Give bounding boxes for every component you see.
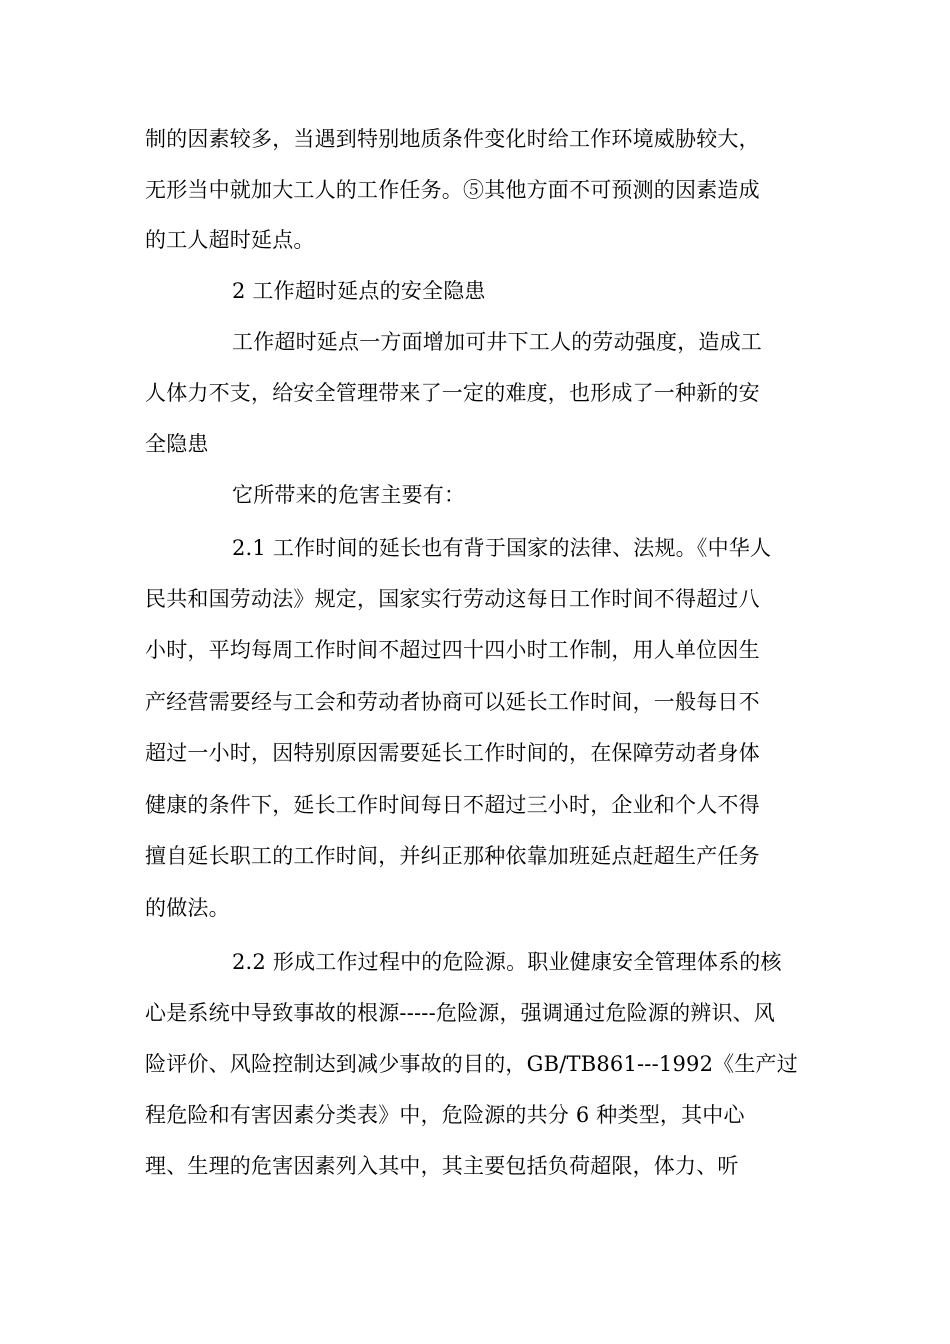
text-line: 制的因素较多，当遇到特别地质条件变化时给工作环境威胁较大， — [145, 127, 760, 151]
text-line: 产经营需要经与工会和劳动者协商可以延长工作时间，一般每日不 — [145, 690, 760, 714]
text-line: 全隐患 — [145, 432, 209, 456]
text-line: 民共和国劳动法》规定，国家实行劳动这每日工作时间不得超过八 — [145, 587, 760, 611]
text-line: 的做法。 — [145, 896, 230, 920]
text-line: 无形当中就加大工人的工作任务。⑤其他方面不可预测的因素造成 — [145, 178, 760, 202]
text-line: 心是系统中导致事故的根源-----危险源，强调通过危险源的辨识、风 — [145, 1001, 776, 1025]
text-line: 程危险和有害因素分类表》中，危险源的共分 6 种类型，其中心 — [145, 1103, 745, 1127]
text-line: 的工人超时延点。 — [145, 228, 315, 252]
subsection-line: 2.1 工作时间的延长也有背于国家的法律、法规。《中华人 — [232, 536, 772, 560]
text-line: 擅自延长职工的工作时间，并纠正那种依靠加班延点赶超生产任务 — [145, 844, 760, 868]
text-line: 健康的条件下，延长工作时间每日不超过三小时，企业和个人不得 — [145, 793, 760, 817]
text-line: 它所带来的危害主要有： — [232, 483, 466, 507]
section-heading: 2 工作超时延点的安全隐患 — [232, 279, 486, 303]
text-line: 理、生理的危害因素列入其中，其主要包括负荷超限，体力、听 — [145, 1154, 739, 1178]
text-line: 超过一小时，因特别原因需要延长工作时间的，在保障劳动者身体 — [145, 741, 760, 765]
text-line: 小时，平均每周工作时间不超过四十四小时工作制，用人单位因生 — [145, 638, 760, 662]
subsection-line: 2.2 形成工作过程中的危险源。职业健康安全管理体系的核 — [232, 950, 782, 974]
text-line: 险评价、风险控制达到减少事故的目的，GB/TB861---1992《生产过 — [145, 1052, 798, 1076]
text-line: 人体力不支，给安全管理带来了一定的难度，也形成了一种新的安 — [145, 381, 760, 405]
text-line: 工作超时延点一方面增加可井下工人的劳动强度，造成工 — [232, 330, 762, 354]
